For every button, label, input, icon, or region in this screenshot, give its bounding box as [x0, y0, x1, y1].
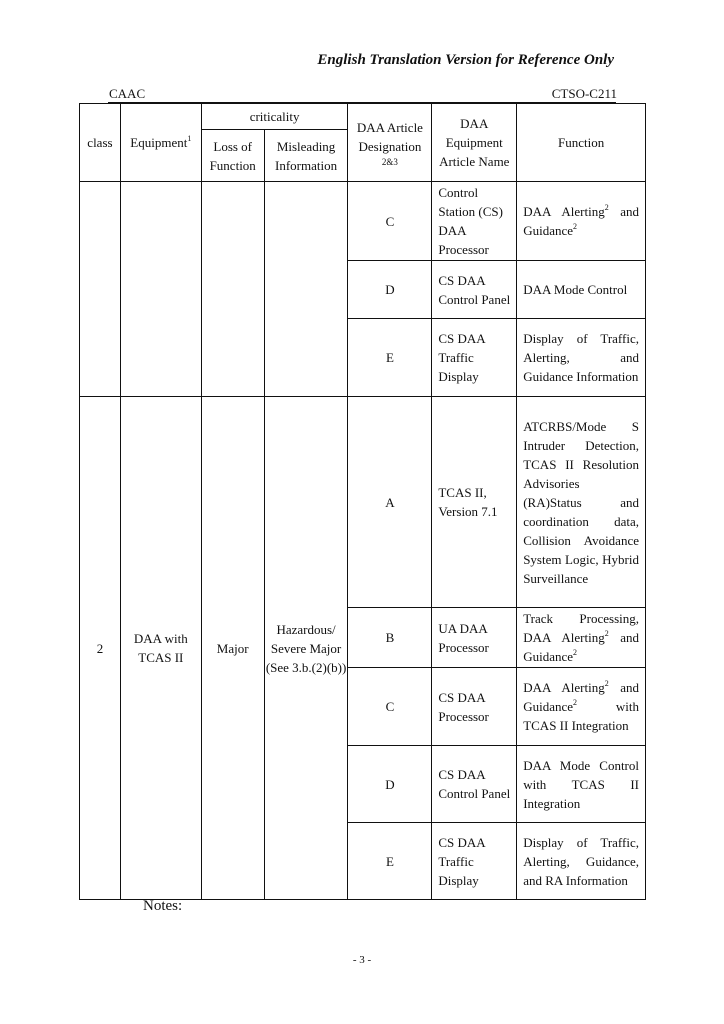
article-name-cell: CS DAA Traffic Display — [432, 823, 517, 900]
function-cell: DAA Alerting$^2$ and Guidance$^2$ with TCAS II Integration — [517, 668, 646, 746]
class-cell-empty — [80, 182, 121, 397]
col-criticality-header: criticality — [201, 104, 348, 130]
col-loss-header: Loss of Function — [201, 130, 264, 182]
article-name-cell: CS DAA Processor — [432, 668, 517, 746]
function-cell: ATCRBS/Mode S Intruder Detection, TCAS II Resolution Advisories (RA)Status and coordination data, Collision Avoidance System Logic, Hybrid Surveillance — [517, 397, 646, 608]
article-name-cell: Control Station (CS) DAA Processor — [432, 182, 517, 261]
equipment-cell: DAA with TCAS II — [120, 397, 201, 900]
table-row — [80, 182, 646, 261]
designation-cell: C — [348, 182, 432, 261]
designation-cell: E — [348, 823, 432, 900]
header-org: CAAC — [109, 86, 146, 101]
article-name-cell: TCAS II, Version 7.1 — [432, 397, 517, 608]
col-equipment-header: Equipment$^1$ — [120, 104, 201, 182]
header-row-1 — [80, 104, 646, 130]
translation-disclaimer: English Translation Version for Reference Only — [317, 52, 614, 68]
function-cell: DAA Mode Control — [517, 261, 646, 319]
article-name-cell: CS DAA Control Panel — [432, 746, 517, 823]
designation-cell: D — [348, 746, 432, 823]
designation-cell: A — [348, 397, 432, 608]
designation-cell: B — [348, 608, 432, 668]
designation-cell: C — [348, 668, 432, 746]
misleading-cell: Hazardous/ Severe Major (See 3.b.(2)(b)) — [264, 397, 348, 900]
col-misleading-header: Misleading Information — [264, 130, 348, 182]
designation-cell: D — [348, 261, 432, 319]
header-doc-id: CTSO-C211 — [551, 86, 617, 101]
col-article-name-header: DAA Equipment Article Name — [432, 104, 517, 182]
function-cell: DAA Alerting$^2$ and Guidance$^2$ — [517, 182, 646, 261]
table-row — [80, 397, 646, 608]
misleading-cell-empty — [264, 182, 348, 397]
page-number: - 3 - — [352, 954, 372, 966]
class-cell: 2 — [80, 397, 121, 900]
function-cell: DAA Mode Control with TCAS II Integration — [517, 746, 646, 823]
article-name-cell: CS DAA Control Panel — [432, 261, 517, 319]
daa-classification-table — [79, 103, 646, 900]
notes-label: Notes: — [143, 898, 183, 914]
col-designation-header: DAA Article Designation 2&3 — [348, 104, 432, 182]
designation-cell: E — [348, 319, 432, 397]
loss-cell-empty — [201, 182, 264, 397]
loss-cell: Major — [201, 397, 264, 900]
equipment-cell-empty — [120, 182, 201, 397]
function-cell: Track Processing, DAA Alerting$^2$ and Guidance$^2$ — [517, 608, 646, 668]
article-name-cell: UA DAA Processor — [432, 608, 517, 668]
function-cell: Display of Traffic, Alerting, Guidance, and RA Information — [517, 823, 646, 900]
article-name-cell: CS DAA Traffic Display — [432, 319, 517, 397]
col-class-header: class — [80, 104, 121, 182]
function-cell: Display of Traffic, Alerting, and Guidance Information — [517, 319, 646, 397]
col-function-header: Function — [517, 104, 646, 182]
